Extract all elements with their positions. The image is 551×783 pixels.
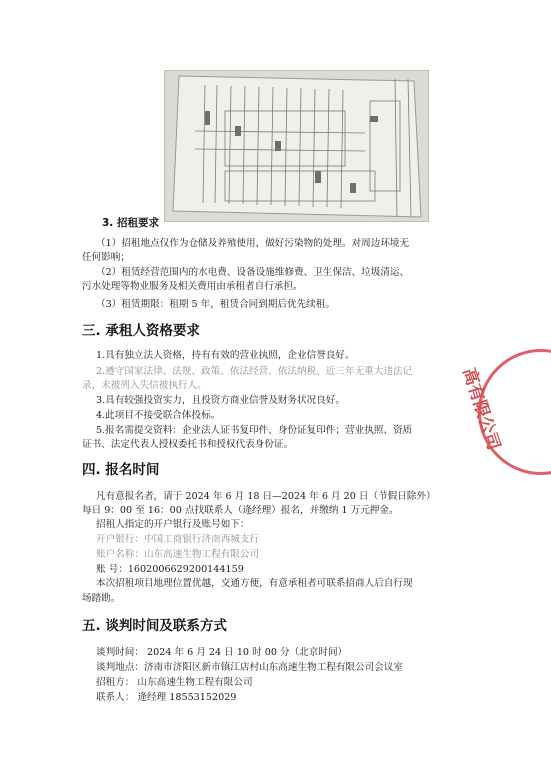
qualification-item-1: 1.具有独立法人资格，持有有效的营业执照，企业信誉良好。 <box>96 350 355 361</box>
negotiation-time: 谈判时间： 2024 年 6 月 24 日 10 时 00 分（北京时间） <box>96 647 348 658</box>
qualification-item-5-line2: 证书、法定代表人授权委托书和授权代表身份证。 <box>82 439 294 450</box>
account-name-line: 账户名称：山东高速生物工程有限公司 <box>96 549 260 560</box>
registration-line-1: 凡有意报名者，请于 2024 年 6 月 18 日—2024 年 6 月 20 日（节假日除外） <box>96 491 436 502</box>
section3-p1-line2: 任何影响； <box>82 252 130 263</box>
qualification-item-4: 4.此项目不接受联合体投标。 <box>96 410 221 421</box>
tenderer: 招租方： 山东高速生物工程有限公司 <box>96 677 253 688</box>
qualification-item-3: 3.具有较强投资实力，且投资方商业信誉及财务状况良好。 <box>96 395 345 406</box>
section3-p2-line1: （2）租赁经营范围内的水电费、设备设施维修费、卫生保洁、垃圾清运、 <box>96 267 410 278</box>
registration-line-2: 每日 9：00 至 16：00 点找联系人（逄经理）报名，并缴纳 1 万元押金。 <box>82 505 399 516</box>
registration-line-8: 场踏勘。 <box>82 593 121 604</box>
negotiation-place: 谈判地点：济南市济阳区新市镇江店村山东高速生物工程有限公司会议室 <box>96 662 403 673</box>
section3-p2-line2: 污水处理等物业服务及相关费用由承租者自行承担。 <box>82 281 303 292</box>
qualification-item-2-line2: 录，未被列入失信被执行人。 <box>82 380 207 391</box>
registration-line-3: 招租人指定的开户银行及账号如下： <box>96 519 250 530</box>
section3-p3: （3）租赁期限：租期 5 年，租赁合同到期后优先续租。 <box>96 299 335 310</box>
contact-person: 联系人： 逄经理 18553152029 <box>96 692 237 703</box>
company-seal-text: 高有限公司 <box>458 365 504 453</box>
account-number-line: 账 号：1602006629200144159 <box>96 564 244 575</box>
section-si-heading: 四. 报名时间 <box>82 462 160 478</box>
site-plan-photo <box>164 70 429 222</box>
section3-heading: 3. 招租要求 <box>102 217 159 229</box>
section3-p1-line1: （1）招租地点仅作为仓储及养殖使用，做好污染物的处理。对周边环境无 <box>96 238 410 249</box>
qualification-item-2-line1: 2.遵守国家法律、法规、政策、依法经营、依法纳税、近三年无重大违法记 <box>96 366 413 377</box>
section-san-heading: 三. 承租人资格要求 <box>82 323 200 339</box>
bank-name-line: 开户银行：中国工商银行济南西城支行 <box>96 534 260 545</box>
section-wu-heading: 五. 谈判时间及联系方式 <box>82 618 227 634</box>
qualification-item-5-line1: 5.报名需提交资料：企业法人证书复印件、身份证复印件；营业执照、资质 <box>96 425 413 436</box>
registration-line-7: 本次招租项目地理位置优越，交通方便，有意承租者可联系招商人后自行现 <box>96 578 413 589</box>
